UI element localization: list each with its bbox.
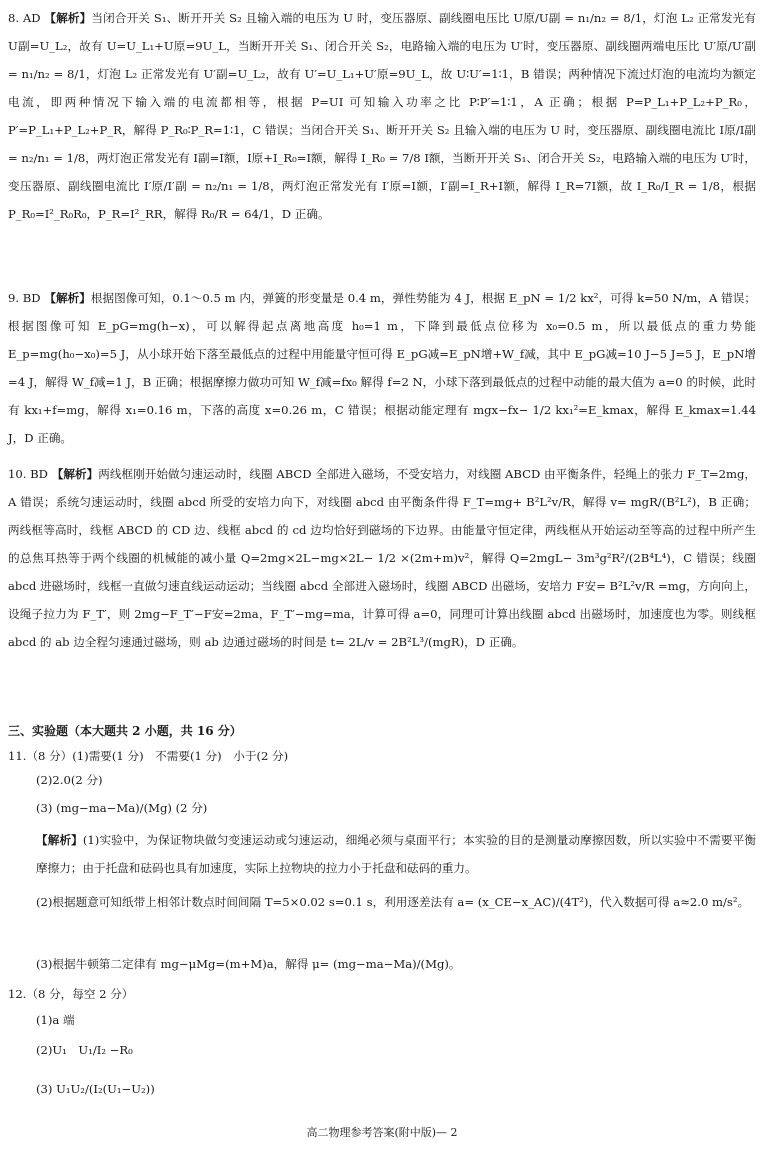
page-footer: 高二物理参考答案(附中版)— 2 <box>306 1126 458 1139</box>
q10-answer: 10. BD <box>8 467 48 481</box>
q8-answer: 8. AD <box>8 11 41 25</box>
q10-body: 两线框刚开始做匀速运动时，线圈 ABCD 全部进入磁场，不受安培力，对线圈 ABCD 由平衡条件，轻绳上的张力 F_T=2mg，A 错误；系统匀速运动时，线圈 abcd 所受的安培力向下，对线圈 abcd 由平衡条件得 F_T=mg+ B²L²v/R，解得 v= mgR/(B²L²)，B 正确；两线框等高时，线框 ABCD 的 CD 边、线框 abcd 的 cd 边均恰好到磁场的下边界。由能量守恒定律，两线框从开始运动至等高的过程中所产生的总焦耳热等于两个线圈的机械能的减小量 Q=2mg×2L−mg×2L− 1/2 ×(2m+m)v²，解得 Q=2mgL− 3m³g²R²/(2B⁴L⁴)，C 错误；线圈 abcd 进磁场时，线框一直做匀速直线运动运动；当线圈 abcd 全部进入磁场时，线圈 ABCD 出磁场，安培力 F安= B²L²v/R =mg，方向向上，设绳子拉力为 F_T′，则 2mg−F_T′−F安=2ma，F_T′−mg=ma，计算可得 a=0，同理可计算出线圈 abcd 出磁场时，加速度也为零。则线框 abcd 的 ab 边全程匀速通过磁场，则 ab 边通过磁场的时间是 t= 2L/v = 2B²L³/(mgR)，D 正确。 <box>8 467 756 649</box>
q11-line-1: 11.（8 分）(1)需要(1 分) 不需要(1 分) 小于(2 分) <box>8 749 289 763</box>
q10-analysis-tag: 【解析】 <box>51 467 99 481</box>
q11-p1: (1)实验中，为保证物块做匀变速运动或匀速运动，细绳必须与桌面平行；本实验的目的是测量动摩擦因数，所以实验中不需要平衡摩擦力；由于托盘和砝码也具有加速度，实际上拉物块的拉力小于托盘和砝码的重力。 <box>36 833 756 875</box>
q12-line-2: (1)a 端 <box>36 1013 75 1027</box>
q11-line-3: (3) (mg−ma−Ma)/(Mg) (2 分) <box>36 801 208 815</box>
q11-analysis-tag: 【解析】 <box>36 833 83 847</box>
q8-analysis-tag: 【解析】 <box>44 11 92 25</box>
q8-paragraph <box>8 4 756 228</box>
q11-analysis-p3: (3)根据牛顿第二定律有 mg−μMg=(m+M)a，解得 μ= (mg−ma−Ma)/(Mg)。 <box>36 957 461 971</box>
q11-line-2: (2)2.0(2 分) <box>36 773 103 787</box>
q9-paragraph <box>8 284 756 452</box>
q12-line-3: (2)U₁ U₁/I₂ −R₀ <box>36 1043 133 1057</box>
q11-analysis-p1 <box>36 826 756 882</box>
q11-analysis-p2: (2)根据题意可知纸带上相邻计数点时间间隔 T=5×0.02 s=0.1 s，利用逐差法有 a= (x_CE−x_AC)/(4T²)，代入数据可得 a≈2.0 m/s²。 <box>36 895 750 909</box>
q9-answer: 9. BD <box>8 291 41 305</box>
q8-body: 当闭合开关 S₁、断开开关 S₂ 且输入端的电压为 U 时，变压器原、副线圈电压比 U原/U副 = n₁/n₂ = 8/1，灯泡 L₂ 正常发光有 U副=U_L₂，故有 U=U_L₁+U原=9U_L，当断开开关 S₁、闭合开关 S₂，电路输入端的电压为 U′时，变压器原、副线圈两端电压比 U′原/U′副 = n₁/n₂ = 8/1，灯泡 L₂ 正常发光有 U′副=U_L₂，故有 U′=U_L₁+U′原=9U_L，故 U∶U′=1∶1，B 错误；两种情况下流过灯泡的电流均为额定电流，即两种情况下输入端的电流都相等，根据 P=UI 可知输入功率之比 P∶P′=1∶1，A 正确；根据 P=P_L₁+P_L₂+P_R₀，P′=P_L₁+P_L₂+P_R，解得 P_R₀∶P_R=1∶1，C 错误；当闭合开关 S₁、断开开关 S₂ 且输入端的电压为 U 时，变压器原、副线圈电流比 I原/I副 = n₂/n₁ = 1/8，两灯泡正常发光有 I副=I额，I原+I_R₀=I额，解得 I_R₀ = 7/8 I额，当断开开关 S₁、闭合开关 S₂，电路输入端的电压为 U′时，变压器原、副线圈电流比 I′原/I′副 = n₂/n₁ = 1/8，两灯泡正常发光有 I′原=I额，I′副=I_R+I额，解得 I_R=7I额，故 I_R₀/I_R = 1/8，根据 P_R₀=I²_R₀R₀，P_R=I²_RR，解得 R₀/R = 64/1，D 正确。 <box>8 11 756 221</box>
section-heading-experiment: 三、实验题（本大题共 2 小题，共 16 分） <box>8 724 242 738</box>
q12-line-1: 12.（8 分，每空 2 分） <box>8 987 134 1001</box>
q12-line-4: (3) U₁U₂/(I₂(U₁−U₂)) <box>36 1082 155 1096</box>
q9-body: 根据图像可知，0.1～0.5 m 内，弹簧的形变量是 0.4 m，弹性势能为 4 J，根据 E_pN = 1/2 kx²，可得 k=50 N/m，A 错误；根据图像可知 E_pG=mg(h−x)，可以解得起点离地高度 h₀=1 m，下降到最低点位移为 x₀=0.5 m，所以最低点的重力势能 E_p=mg(h₀−x₀)=5 J，从小球开始下落至最低点的过程中用能量守恒可得 E_pG减=E_pN增+W_f减，其中 E_pG减=10 J−5 J=5 J，E_pN增=4 J，解得 W_f减=1 J，B 正确；根据摩擦力做功可知 W_f减=fx₀ 解得 f=2 N，小球下落到最低点的过程中动能的最大值为 a=0 的时候，此时有 kx₁+f=mg，解得 x₁=0.16 m，下落的高度 x=0.26 m，C 错误；根据动能定理有 mgx−fx− 1/2 kx₁²=E_kmax，解得 E_kmax=1.44 J，D 正确。 <box>8 291 757 445</box>
q9-analysis-tag: 【解析】 <box>44 291 91 305</box>
q10-paragraph <box>8 460 756 656</box>
